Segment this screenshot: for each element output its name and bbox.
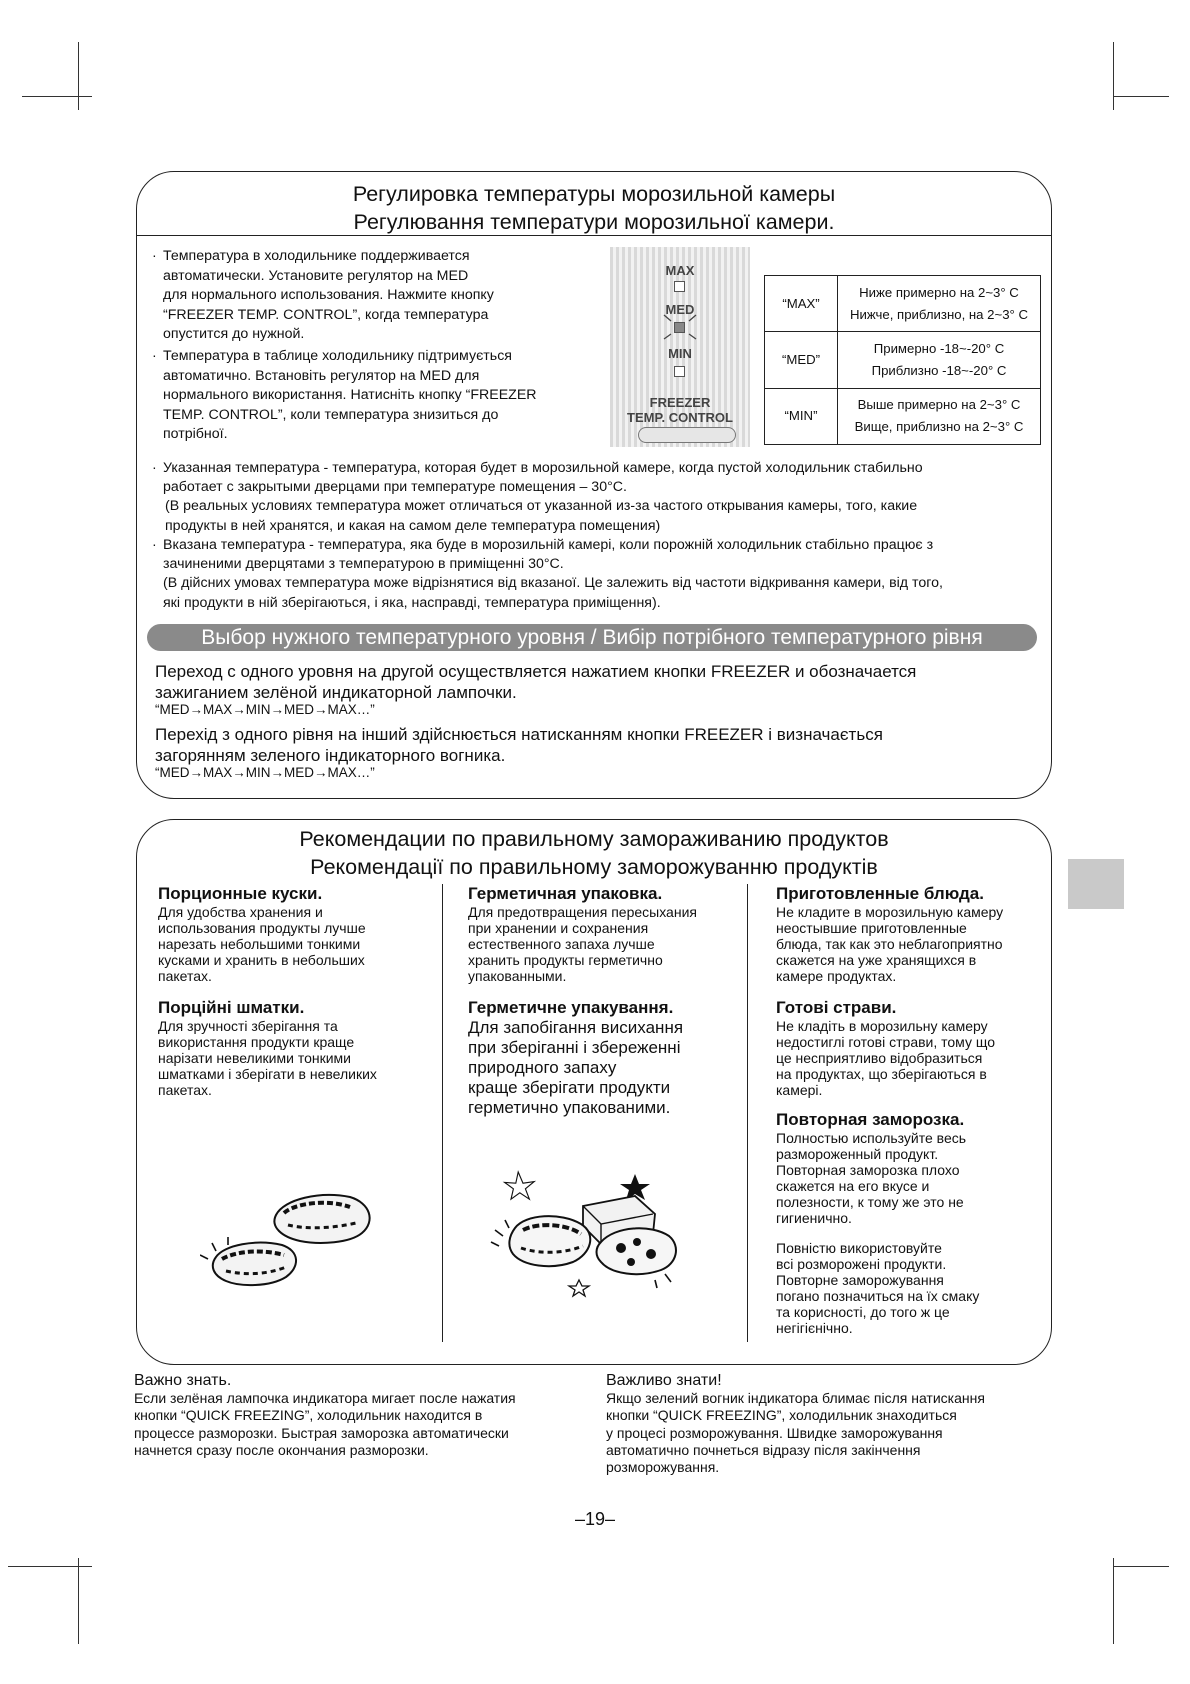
bullet-dot: · — [152, 348, 157, 364]
text-line: автоматически. Установите регулятор на MED — [163, 267, 469, 284]
section-title — [137, 825, 1051, 881]
panel-caption-line: TEMP. CONTROL — [627, 410, 733, 425]
max-indicator-icon — [674, 281, 685, 292]
text-line: природного запаху — [468, 1058, 617, 1077]
text-line: TEMP. CONTROL”, коли температура знизиться до — [163, 406, 499, 423]
text-line: та корисності, до того ж це — [776, 1304, 950, 1320]
crop-mark — [1113, 1558, 1114, 1644]
text-line: гигиенично. — [776, 1210, 852, 1226]
text-line: естественного запаха лучше — [468, 936, 655, 952]
heading-airtight-uk: Герметичне упакування. — [468, 998, 674, 1017]
text-line: неостывшие приготовленные — [776, 920, 967, 936]
title-ru: Регулировка температуры морозильной камеры — [352, 182, 836, 206]
text-line: зажиганием зелёной индикаторной лампочки. — [155, 683, 517, 702]
glow-rays-icon — [660, 309, 700, 349]
text-line: при зберіганні і збереженні — [468, 1038, 681, 1057]
text-line: Полностью используйте весь — [776, 1130, 967, 1146]
text-line: упакованными. — [468, 968, 567, 984]
note-uk — [152, 536, 1053, 613]
freezer-control-panel — [610, 247, 750, 447]
panel-caption-line: FREEZER — [649, 395, 711, 410]
text-line: Повністю використовуйте — [776, 1240, 942, 1256]
important-heading-uk: Важливо знати! — [606, 1372, 722, 1389]
crop-mark — [1113, 42, 1114, 110]
title-ru: Рекомендации по правильному замораживанию продуктов — [299, 827, 889, 851]
freezer-temp-control-button[interactable] — [638, 427, 736, 443]
min-indicator-icon — [674, 366, 685, 377]
table-row — [765, 332, 1041, 388]
text-line: недостиглі готові страви, тому що — [776, 1034, 996, 1050]
text-line: це несприятливо відобразиться — [776, 1050, 983, 1066]
value-ru: Ниже примерно на 2~3° C — [859, 284, 1019, 300]
panel-max-label: MAX — [665, 263, 695, 278]
text-line: Указанная температура - температура, которая будет в морозильной камере, когда пустой холодильник стабильно — [163, 460, 923, 476]
text-line: процессе разморозки. Быстрая заморозка автоматически — [134, 1424, 509, 1441]
heading-cooked-uk: Готові страви. — [776, 998, 897, 1017]
select-uk — [155, 724, 1045, 766]
column-divider — [747, 884, 748, 1342]
text-line: пакетах. — [158, 1082, 212, 1098]
heading-portion-ru: Порционные куски. — [158, 884, 323, 903]
heading-refreeze-ru: Повторная заморозка. — [776, 1110, 965, 1129]
text-line: начнется сразу после окончания разморозки. — [134, 1441, 429, 1458]
crop-mark — [78, 42, 79, 110]
bullet-ru — [152, 247, 583, 345]
text-line: полезности, к тому же это не — [776, 1194, 964, 1210]
text-line: камері. — [776, 1082, 823, 1098]
text-line: опустится до нужной. — [163, 326, 305, 343]
level-selection-heading: Выбор нужного температурного уровня / Вибір потрібного температурного рівня — [147, 624, 1037, 651]
value-cell — [838, 388, 1041, 444]
important-text-uk — [606, 1390, 1076, 1476]
text-line: (В реальных условиях температура может отличаться от указанной из-за частого открывания камеры, того, какие — [165, 498, 918, 515]
temperature-table — [764, 275, 1041, 445]
text-line: при хранении и сохранения — [468, 920, 649, 936]
panel-button-caption — [610, 395, 750, 425]
text-line: всі розморожені продукти. — [776, 1256, 947, 1272]
title-divider — [137, 235, 1051, 236]
bullet-dot: · — [152, 248, 157, 264]
crop-mark — [78, 1558, 79, 1644]
text-line: Переход с одного уровня на другой осуществляется нажатием кнопки FREEZER и обозначается — [155, 662, 917, 681]
value-ru: Выше примерно на 2~3° C — [857, 397, 1021, 413]
value-cell — [838, 332, 1041, 388]
meat-slices-illustration — [200, 1185, 380, 1295]
table-row — [765, 388, 1041, 444]
text-line: Для зручності зберігання та — [158, 1018, 338, 1034]
text-line: кусками и хранить в небольших — [158, 952, 365, 968]
text-refreeze-uk — [776, 1240, 1046, 1336]
important-heading-ru: Важно знать. — [134, 1372, 232, 1389]
level-cell: “MIN” — [765, 388, 838, 444]
text-line: використання продукти краще — [158, 1034, 355, 1050]
text-line: Якщо зелений вогник індикатора блимає після натискання — [606, 1390, 985, 1406]
text-line: Для удобства хранения и — [158, 904, 323, 920]
text-line: Не кладіть в морозильну камеру — [776, 1018, 988, 1034]
text-line: Повторная заморозка плохо — [776, 1162, 960, 1178]
panel-med-label: MED — [665, 302, 695, 317]
text-line: автоматично почнеться відразу після закінчення — [606, 1441, 921, 1458]
bullet-dot: · — [152, 537, 157, 553]
text-line: на продуктах, що зберігаються в — [776, 1066, 987, 1082]
text-line: для нормального использования. Нажмите кнопку — [163, 287, 494, 304]
text-line: пакетах. — [158, 968, 212, 984]
important-text-ru — [134, 1390, 604, 1459]
text-line: использования продукты лучше — [158, 920, 366, 936]
crop-mark — [1113, 1566, 1169, 1567]
title-uk: Регулювання температури морозильної камери. — [353, 210, 835, 234]
text-line: Вказана температура - температура, яка буде в морозильній камері, коли порожній холодильник стабільно працює з — [163, 537, 934, 553]
text-line: кнопки “QUICK FREEZING”, холодильник знаходиться — [606, 1407, 957, 1424]
text-portion-uk — [158, 1018, 438, 1098]
text-line: Перехід з одного рівня на інший здійснюється натисканням кнопки FREEZER і визначається — [155, 725, 883, 744]
select-ru — [155, 661, 1045, 703]
text-line: Повторне заморожування — [776, 1272, 944, 1288]
text-line: камере продуктах. — [776, 968, 897, 984]
section-title — [137, 180, 1051, 236]
text-line: размороженный продукт. — [776, 1146, 939, 1162]
heading-portion-uk: Порційні шматки. — [158, 998, 305, 1017]
text-line: Температура в таблице холодильнику підтримується — [163, 348, 512, 364]
text-cooked-ru — [776, 904, 1046, 984]
value-uk: Вище, приблизно на 2~3° C — [854, 419, 1024, 435]
text-line: продукты в ней хранятся, и какая на самом деле температура помещения) — [165, 517, 661, 534]
panel-min-label: MIN — [668, 346, 692, 361]
value-cell — [838, 276, 1041, 332]
text-portion-ru — [158, 904, 438, 984]
text-airtight-uk — [468, 1018, 743, 1118]
text-line: потрібної. — [163, 426, 228, 443]
text-line: Не кладите в морозильную камеру — [776, 904, 1004, 920]
crop-mark — [22, 96, 92, 97]
crop-mark — [8, 1566, 92, 1567]
text-line: блюда, так как это неблагоприятно — [776, 936, 1003, 952]
text-airtight-ru — [468, 904, 743, 984]
text-line: хранить продукты герметично — [468, 952, 663, 968]
text-cooked-uk — [776, 1018, 1046, 1098]
value-uk: Приблизно -18~-20° C — [871, 362, 1007, 378]
level-cell: “MED” — [765, 332, 838, 388]
text-line: скажется на его вкусе и — [776, 1178, 930, 1194]
text-line: негігієнічно. — [776, 1320, 853, 1336]
text-line: погано позначиться на їх смаку — [776, 1288, 980, 1304]
wrapped-food-illustration — [485, 1168, 685, 1298]
table-row — [765, 276, 1041, 332]
text-line: краще зберігати продукти — [468, 1078, 671, 1097]
text-refreeze-ru — [776, 1130, 1046, 1226]
sequence-ru: “MED→MAX→MIN→MED→MAX…” — [155, 702, 375, 717]
text-line: які продукти в ній зберігаються, і яка, насправді, температура приміщення). — [163, 594, 661, 611]
column-divider — [442, 884, 443, 1342]
heading-airtight-ru: Герметичная упаковка. — [468, 884, 663, 903]
text-line: скажется на уже хранящихся в — [776, 952, 977, 968]
text-line: кнопки “QUICK FREEZING”, холодильник находится в — [134, 1407, 483, 1424]
text-line: Если зелёная лампочка индикатора мигает после нажатия — [134, 1390, 516, 1406]
text-line: автоматично. Встановіть регулятор на MED для — [163, 367, 480, 384]
text-line: зачиненими дверцятами з температурою в приміщенні 30°C. — [163, 556, 564, 573]
bullet-uk — [152, 347, 603, 445]
title-uk: Рекомендації по правильному заморожуванню продуктів — [310, 855, 878, 879]
text-line: розморожування. — [606, 1459, 720, 1476]
text-line: у процесі розморожування. Швидке заморожування — [606, 1424, 943, 1441]
crop-mark — [1113, 96, 1169, 97]
heading-cooked-ru: Приготовленные блюда. — [776, 884, 984, 903]
text-line: Для запобігання висихання — [468, 1018, 684, 1037]
bullet-dot: · — [152, 460, 157, 476]
text-line: Для предотвращения пересыхания — [468, 904, 697, 920]
text-line: “FREEZER TEMP. CONTROL”, когда температура — [163, 306, 489, 323]
text-line: Температура в холодильнике поддерживается — [163, 248, 470, 264]
value-uk: Нижче, приблизно, на 2~3° C — [849, 306, 1029, 322]
text-line: (В дійсних умовах температура може відрізнятися від вказаної. Це залежить від частоти відкривання камери, від того, — [163, 575, 943, 592]
text-line: шматками і зберігати в невеликих — [158, 1066, 377, 1082]
page-number: –19– — [574, 1509, 616, 1529]
value-ru: Примерно -18~-20° C — [873, 340, 1005, 356]
text-line: нарізати невеликими тонкими — [158, 1050, 351, 1066]
text-line: герметично упакованими. — [468, 1098, 671, 1117]
level-cell: “MAX” — [765, 276, 838, 332]
text-line: нарезать небольшими тонкими — [158, 936, 361, 952]
note-ru — [152, 459, 1053, 536]
text-line: нормального використання. Натисніть кнопку “FREEZER — [163, 387, 537, 404]
side-thumb-tab — [1068, 859, 1124, 909]
text-line: загорянням зеленого індикаторного вогника. — [155, 746, 506, 765]
text-line: работает с закрытыми дверцами при температуре помещения – 30°C. — [163, 479, 627, 496]
sequence-uk: “MED→MAX→MIN→MED→MAX…” — [155, 765, 375, 780]
